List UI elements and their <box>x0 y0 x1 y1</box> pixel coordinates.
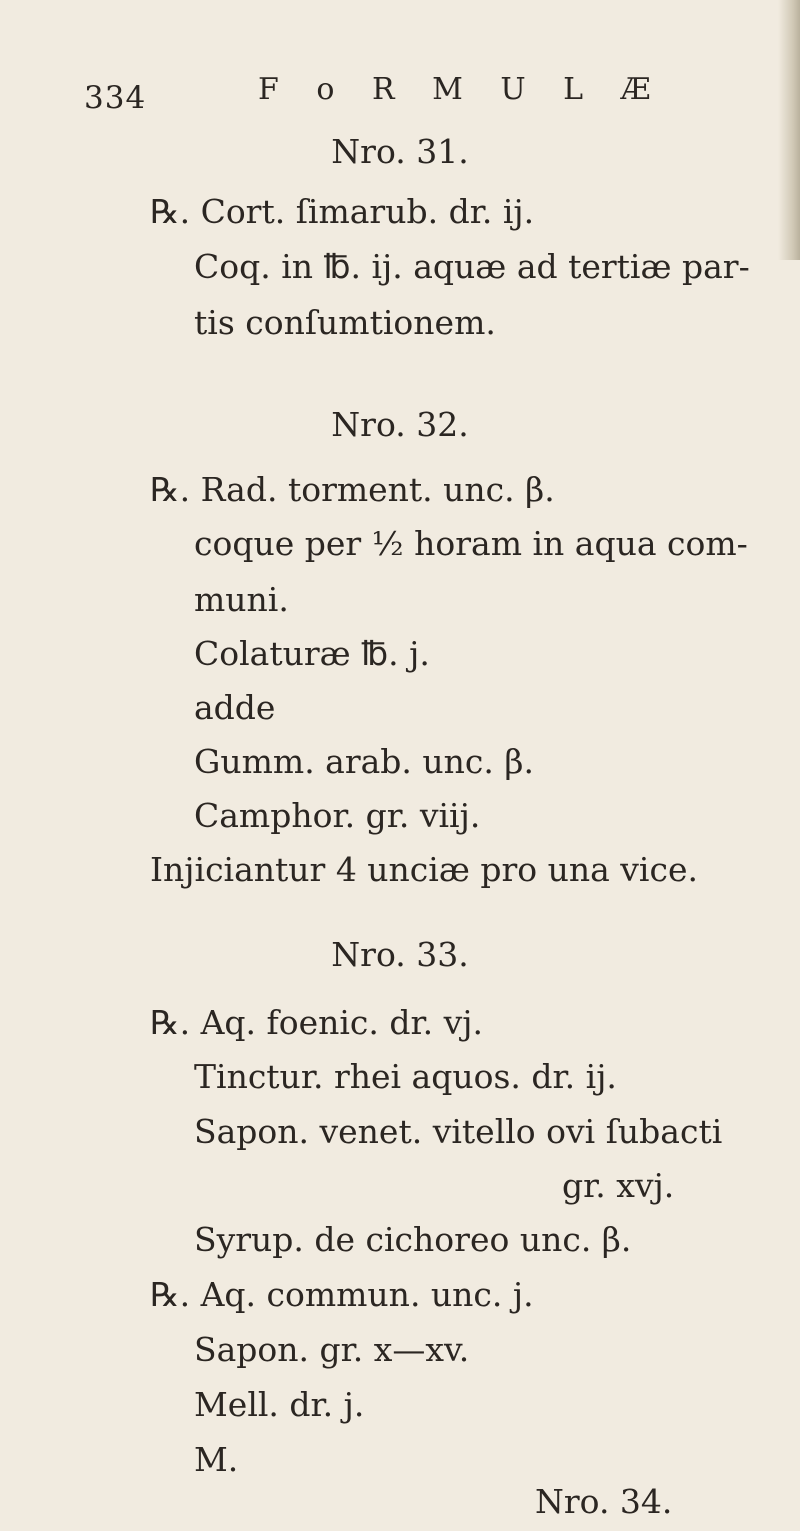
formula-31-line: Coq. in ℔. ij. aquæ ad tertiæ par- <box>194 247 750 286</box>
formula-33-heading: Nro. 33. <box>331 935 469 974</box>
running-title: F o R M U L Æ <box>258 72 665 107</box>
formula-33-line: ℞. Aq. commun. unc. j. <box>150 1275 534 1314</box>
formula-32-heading: Nro. 32. <box>331 405 469 444</box>
formula-32-line: Colaturæ ℔. j. <box>194 634 430 673</box>
formula-31-line: tis conſumtionem. <box>194 303 496 342</box>
page-edge-shadow <box>778 0 800 260</box>
formula-33-line: M. <box>194 1440 239 1479</box>
formula-32-line: muni. <box>194 580 289 619</box>
formula-32-line: coque per ½ horam in aqua com- <box>194 524 748 563</box>
formula-33-line: Syrup. de cichoreo unc. β. <box>194 1220 632 1259</box>
catchword: Nro. 34. <box>535 1482 673 1521</box>
formula-31-line: ℞. Cort. ſimarub. dr. ij. <box>150 192 535 231</box>
formula-32-line: Injiciantur 4 unciæ pro una vice. <box>150 850 698 889</box>
page-header <box>0 72 800 122</box>
formula-33-line: ℞. Aq. foenic. dr. vj. <box>150 1003 483 1042</box>
formula-33-line: gr. xvj. <box>562 1166 675 1205</box>
formula-33-line: Mell. dr. j. <box>194 1385 365 1424</box>
formula-33-line: Tinctur. rhei aquos. dr. ij. <box>194 1057 617 1096</box>
formula-33-line: Sapon. venet. vitello ovi ſubacti <box>194 1112 723 1151</box>
formula-32-line: adde <box>194 688 276 727</box>
formula-32-line: Gumm. arab. unc. β. <box>194 742 534 781</box>
formula-33-line: Sapon. gr. x—xv. <box>194 1330 470 1369</box>
formula-32-line: ℞. Rad. torment. unc. β. <box>150 470 555 509</box>
formula-31-heading: Nro. 31. <box>331 132 469 171</box>
formula-32-line: Camphor. gr. viij. <box>194 796 481 835</box>
page-number: 334 <box>84 80 147 116</box>
